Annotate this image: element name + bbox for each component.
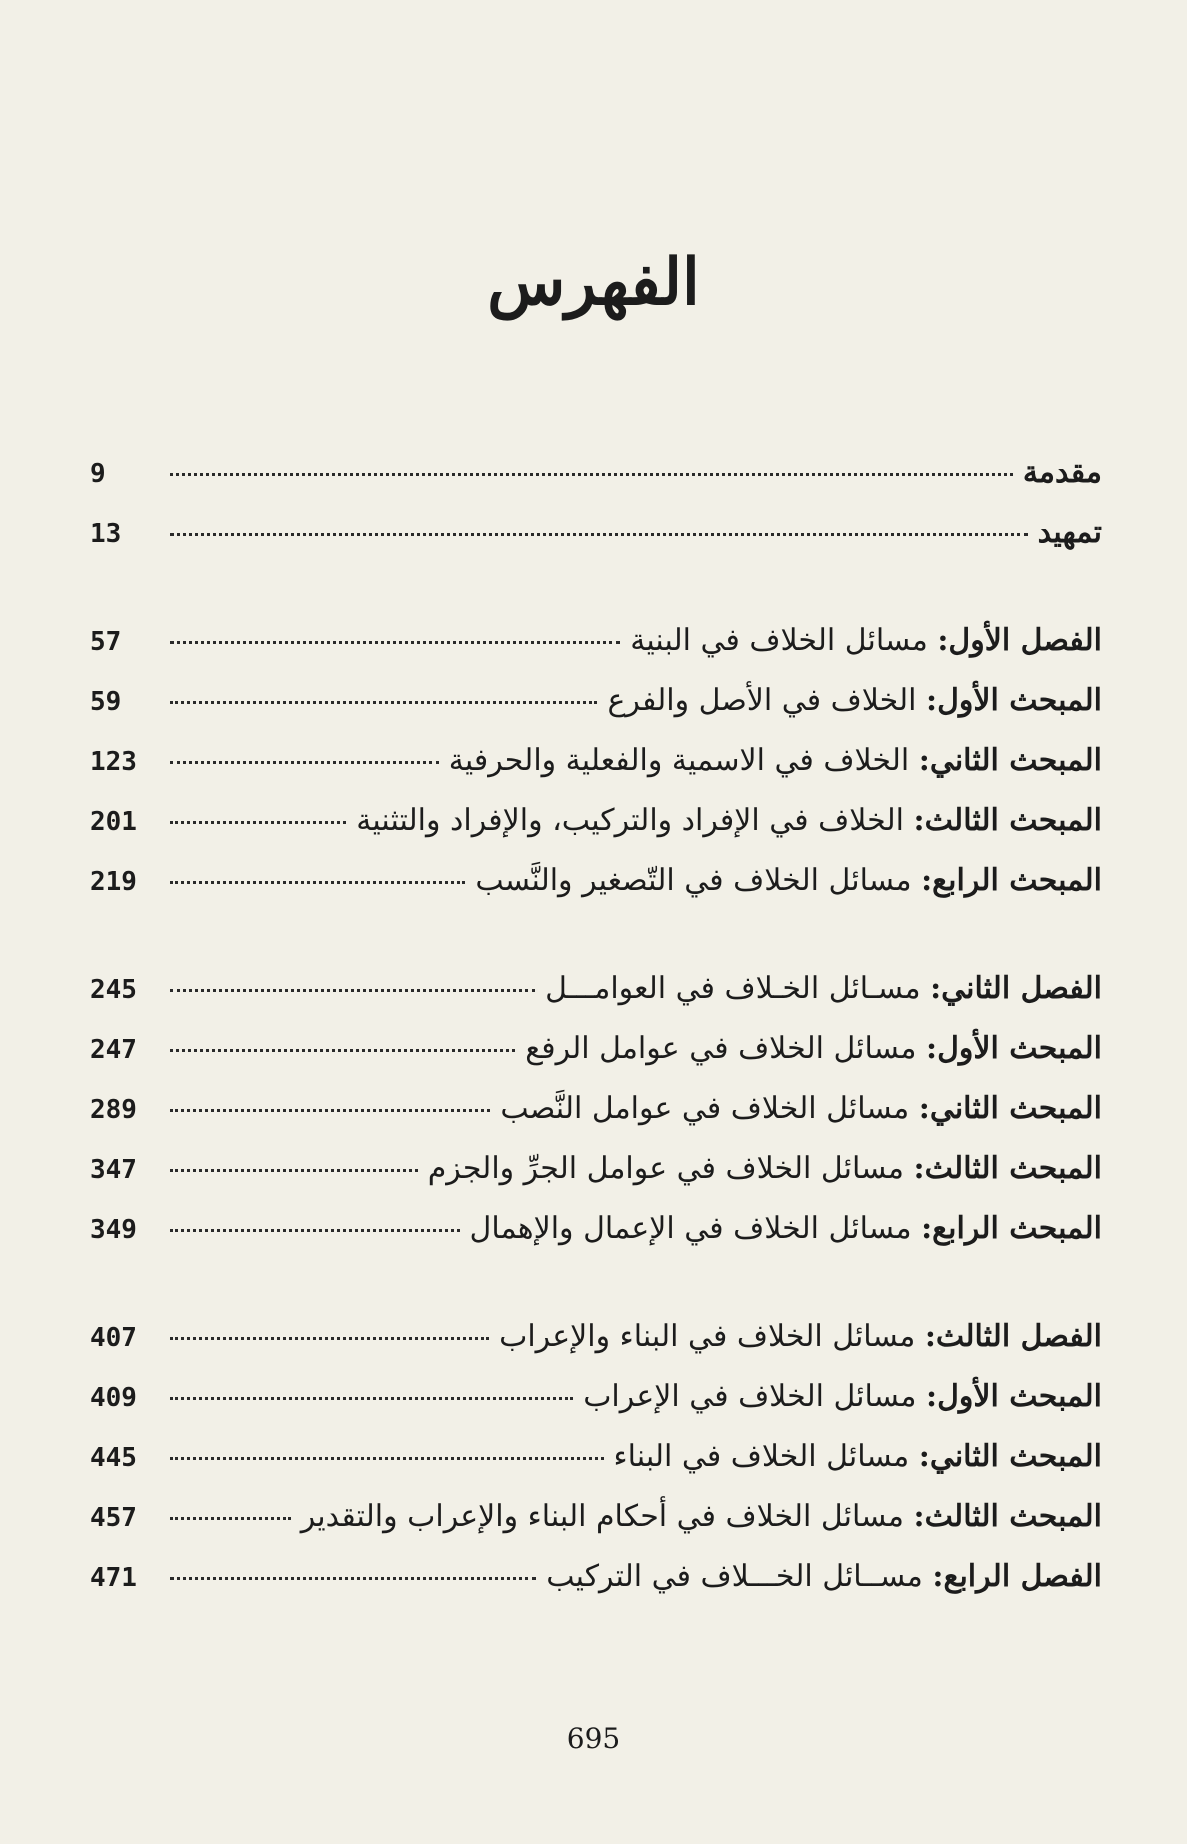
toc-entry-title: مسائل الخلاف في التّصغير والنَّسب [475, 863, 922, 898]
toc-entry-title: الخلاف في الإفراد والتركيب، والإفراد والتثنية [356, 803, 914, 838]
toc-page-number: 123 [90, 747, 137, 777]
dot-leader [170, 1049, 515, 1052]
toc-entry-title: الخلاف في الاسمية والفعلية والحرفية [448, 743, 919, 778]
toc-entry-title: مسائل الخلاف في البناء [613, 1439, 919, 1474]
toc-entry-heading: المبحث الثاني: [918, 1439, 1102, 1474]
toc-row [90, 743, 1102, 803]
toc-row [90, 1091, 1102, 1151]
toc-entry-label [428, 1151, 1102, 1186]
toc-entry-label [546, 1559, 1102, 1594]
dot-leader [170, 1517, 291, 1520]
toc-page-number: 409 [90, 1383, 137, 1413]
toc-entry-title: مسائل الخلاف في البناء والإعراب [499, 1319, 925, 1354]
toc-entry-label [583, 1379, 1102, 1414]
toc-entry-label [525, 1031, 1102, 1066]
toc-entry-heading: الفصل الثاني: [930, 971, 1102, 1006]
toc-entry-label [630, 623, 1102, 658]
toc-entry-label [356, 803, 1102, 838]
toc-page-number: 247 [90, 1035, 137, 1065]
dot-leader [170, 1229, 460, 1232]
toc-page-number: 219 [90, 867, 137, 897]
dot-leader [170, 881, 465, 884]
toc-page-number: 57 [90, 627, 122, 657]
toc-entry-heading: المبحث الرابع: [921, 863, 1102, 898]
toc-entry-heading: المبحث الثالث: [913, 1151, 1102, 1186]
toc-entry-label [614, 1439, 1102, 1474]
page-title: الفهرس [487, 245, 700, 320]
toc-page-number: 245 [90, 975, 137, 1005]
toc-entry-label [475, 863, 1102, 898]
toc-page-number: 347 [90, 1155, 137, 1185]
toc-entry-heading: المبحث الأول: [926, 1031, 1102, 1066]
toc-entry-title: مسائل الخلاف في عوامل الجرِّ والجزم [427, 1151, 914, 1186]
toc-row [90, 1031, 1102, 1091]
toc-row [90, 803, 1102, 863]
dot-leader [170, 701, 597, 704]
dot-leader [170, 1457, 604, 1460]
toc-entry-heading: المبحث الثالث: [913, 1499, 1102, 1534]
dot-leader [170, 473, 1013, 476]
dot-leader [170, 1337, 489, 1340]
toc-row [90, 1379, 1102, 1439]
toc-entry-label: تمهيد [1037, 515, 1102, 550]
toc-page-number: 471 [90, 1563, 137, 1593]
toc-entry-title: مســائل الخـــلاف في التركيب [546, 1559, 933, 1594]
toc-row [90, 1439, 1102, 1499]
toc-page-number: 407 [90, 1323, 137, 1353]
dot-leader [170, 761, 439, 764]
toc-entry-label [545, 971, 1102, 1006]
dot-leader [170, 1577, 536, 1580]
toc-entry-title: مسائل الخلاف في عوامل الرفع [525, 1031, 927, 1066]
toc-page-number: 59 [90, 687, 122, 717]
toc-row [90, 1211, 1102, 1271]
toc-row [90, 515, 1102, 575]
toc-entry-heading: المبحث الرابع: [921, 1211, 1102, 1246]
toc-page-number: 457 [90, 1503, 137, 1533]
toc-entry-label [301, 1499, 1102, 1534]
toc-entry-heading: الفصل الأول: [937, 623, 1102, 658]
toc-entry-label: مقدمة [1022, 455, 1102, 490]
toc-entry-heading: المبحث الأول: [926, 1379, 1102, 1414]
toc-entry-heading: الفصل الثالث: [924, 1319, 1102, 1354]
dot-leader [170, 1397, 573, 1400]
toc-page-number: 9 [90, 459, 106, 489]
dot-leader [170, 1169, 418, 1172]
toc-page-number: 201 [90, 807, 137, 837]
dot-leader [170, 533, 1028, 536]
toc-entry-heading: المبحث الثاني: [918, 1091, 1102, 1126]
toc-page-number: 445 [90, 1443, 137, 1473]
toc-entry-label [470, 1211, 1102, 1246]
toc-page-number: 13 [90, 519, 122, 549]
toc-entry-heading: المبحث الثالث: [913, 803, 1102, 838]
toc-row [90, 623, 1102, 683]
toc-entry-label [449, 743, 1102, 778]
toc-row [90, 455, 1102, 515]
toc-row [90, 971, 1102, 1031]
page-number: 695 [566, 1722, 621, 1755]
toc-entry-title: مسائل الخلاف في البنية [630, 623, 938, 658]
toc-row [90, 683, 1102, 743]
dot-leader [170, 1109, 490, 1112]
toc-entry-heading: المبحث الثاني: [918, 743, 1102, 778]
toc-entry-title: مسائل الخلاف في عوامل النَّصب [500, 1091, 919, 1126]
toc-row [90, 1319, 1102, 1379]
toc-entry-title: مسائل الخلاف في الإعراب [583, 1379, 927, 1414]
toc-entry-label [499, 1319, 1102, 1354]
toc-row [90, 1499, 1102, 1559]
toc-entry-heading: المبحث الأول: [926, 683, 1102, 718]
toc-entry-title: مسائل الخلاف في أحكام البناء والإعراب والتقدير [300, 1499, 914, 1534]
toc-page-number: 289 [90, 1095, 137, 1125]
dot-leader [170, 821, 346, 824]
toc-entry-title: مسـائل الخـلاف في العوامـــل [545, 971, 931, 1006]
table-of-contents [90, 455, 1102, 1619]
dot-leader [170, 989, 535, 992]
toc-row [90, 863, 1102, 923]
toc-entry-heading: الفصل الرابع: [932, 1559, 1102, 1594]
dot-leader [170, 641, 620, 644]
toc-entry-label [500, 1091, 1102, 1126]
toc-page-number: 349 [90, 1215, 137, 1245]
toc-entry-label [607, 683, 1102, 718]
toc-entry-title: الخلاف في الأصل والفرع [607, 683, 927, 718]
toc-entry-title: مسائل الخلاف في الإعمال والإهمال [469, 1211, 922, 1246]
toc-row [90, 1559, 1102, 1619]
toc-row [90, 1151, 1102, 1211]
